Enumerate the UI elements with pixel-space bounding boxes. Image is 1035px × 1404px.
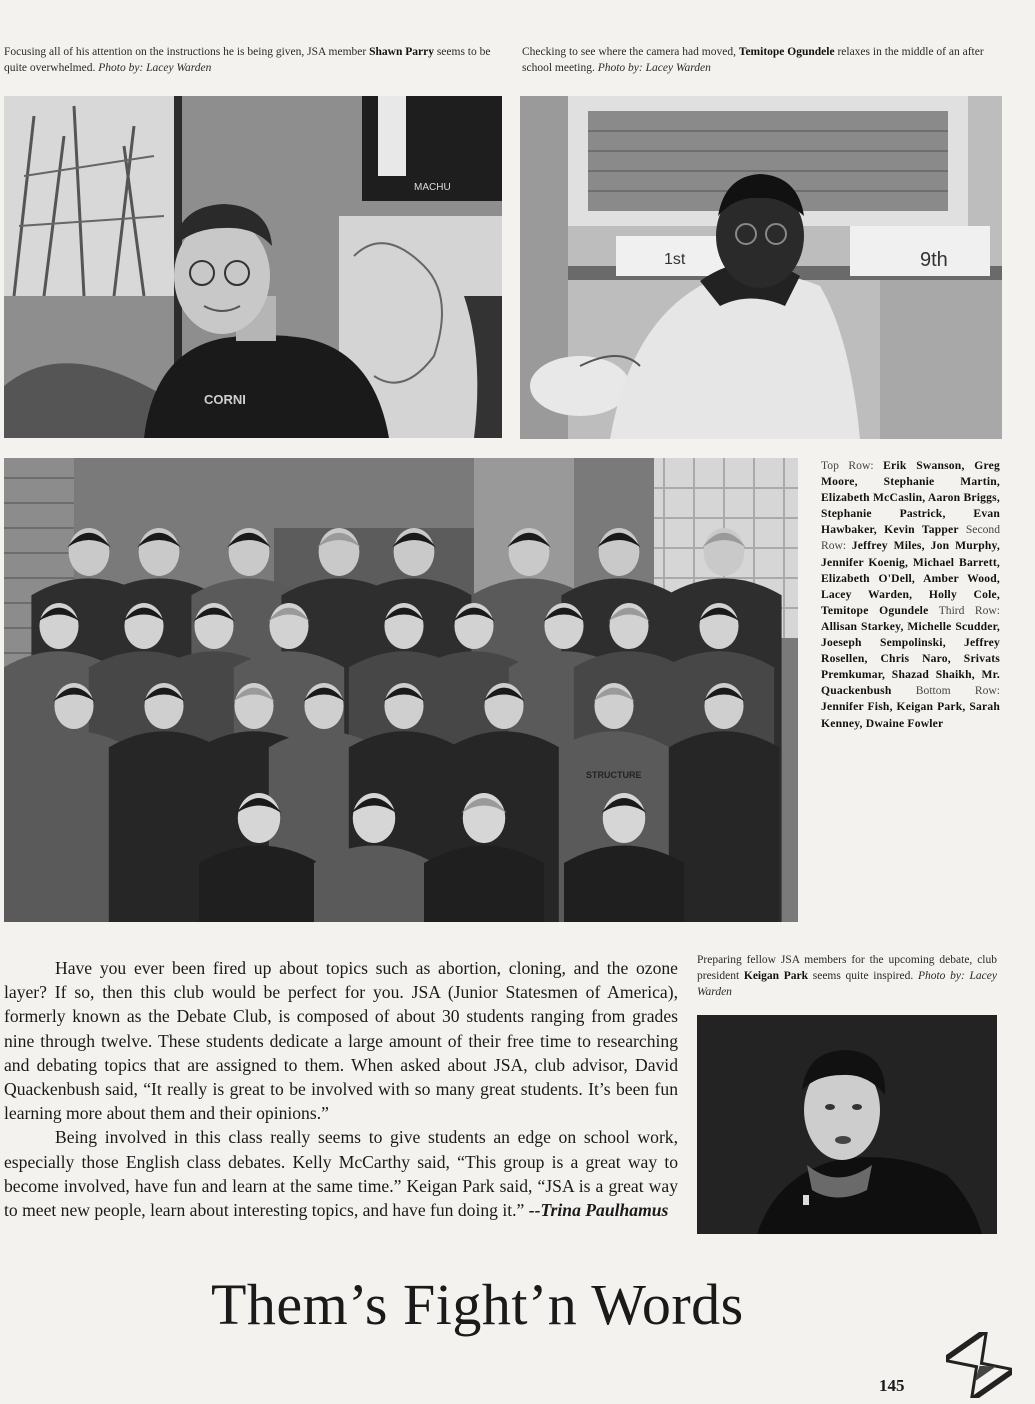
roster-top-names: Erik Swanson, Greg Moore, Stephanie Martin, Elizabeth McCaslin, Aaron Briggs, Stephanie Pastrick, Evan Hawbaker, Kevin Tapper xyxy=(821,459,1001,537)
photo-shawn-parry xyxy=(4,96,502,438)
page-number: 145 xyxy=(879,1376,905,1395)
photo-keigan-park-image xyxy=(697,1015,997,1234)
photo-credit: Photo by: Lacey Warden xyxy=(98,62,212,74)
photo-credit: Photo by: Lacey Warden xyxy=(697,970,997,998)
article-paragraph-1: Have you ever been fired up about topics such as abortion, cloning, and the ozone layer? If so, then this club would be perfect for you. JSA (Junior Statesmen of America), formerly known as the Debate Club, is composed of about 30 students ranging from grades nine through twelve. These students dedicate a large amount of their free time to researching and debating topics that are assigned to them. When asked about JSA, club advisor, David Quackenbush said, “It really is great to be involved with so many great students. It’s been fun learning more about them and their opinions.” xyxy=(4,958,678,1124)
box-label-2: 9th xyxy=(920,249,948,271)
group-roster xyxy=(821,458,1000,732)
structure-shirt-text: STRUCTURE xyxy=(586,770,642,780)
poster-text: MACHU xyxy=(414,182,451,193)
box-label-1: 1st xyxy=(664,251,686,268)
roster-bottom-label: Bottom Row: xyxy=(915,684,1000,698)
roster-bottom-names: Jennifer Fish, Keigan Park, Sarah Kenney, Dwaine Fowler xyxy=(821,700,1000,730)
roster-second-label: Second Row: xyxy=(821,523,1000,553)
caption-shawn-parry: Focusing all of his attention on the instructions he is being given, JSA member Shawn Parry seems to be quite overwhelmed. Photo by: Lacey Warden xyxy=(4,46,491,74)
group-photo-image xyxy=(4,458,798,922)
article-paragraph-2: Being involved in this class really seems to give students an edge on school work, especially those English class debates. Kelly McCarthy said, “This group is a great way to become involved, have fun and learn at the same time.” Keigan Park said, “JSA is a great way to meet new people, learn about interesting topics, and have fun doing it.” --Trina Paulhamus xyxy=(4,1127,678,1221)
caption-keigan-park: Preparing fellow JSA members for the upcoming debate, club president Keigan Park seems quite inspired. Photo by: Lacey Warden xyxy=(697,954,997,998)
photo-keigan-park xyxy=(697,1015,997,1234)
article-author: --Trina Paulhamus xyxy=(528,1200,669,1221)
page-title: Them’s Fight’n Words xyxy=(211,1272,744,1337)
photo-jsa-group xyxy=(4,458,798,922)
photo-temitope-ogundele-image xyxy=(520,96,1002,439)
roster-third-names: Allisan Starkey, Michelle Scudder, Joeseph Sempolinski, Jeffrey Rosellen, Chris Naro, Srivats Premkumar, Shazad Shaikh, Mr. Quackenbush xyxy=(821,619,1000,698)
article-body xyxy=(4,956,678,1222)
photo-credit: Photo by: Lacey Warden xyxy=(597,62,711,74)
hourglass-icon xyxy=(946,1332,1012,1398)
caption-temitope-ogundele: Checking to see where the camera had moved, Temitope Ogundele relaxes in the middle of an after school meeting. Photo by: Lacey Warden xyxy=(522,46,984,74)
roster-top-label: Top Row: xyxy=(821,459,874,472)
caption-name: Keigan Park xyxy=(743,970,809,982)
caption-name: Shawn Parry xyxy=(369,46,434,58)
photo-temitope-ogundele xyxy=(520,96,1002,439)
roster-third-label: Third Row: xyxy=(938,603,1000,617)
roster-second-names: Jeffrey Miles, Jon Murphy, Jennifer Koenig, Michael Barrett, Elizabeth O'Dell, Amber Wood, Lacey Warden, Holly Cole, Temitope Ogundele xyxy=(821,539,1000,617)
shirt-text: CORNI xyxy=(204,392,246,407)
photo-shawn-parry-image xyxy=(4,96,502,438)
caption-name: Temitope Ogundele xyxy=(738,46,835,58)
